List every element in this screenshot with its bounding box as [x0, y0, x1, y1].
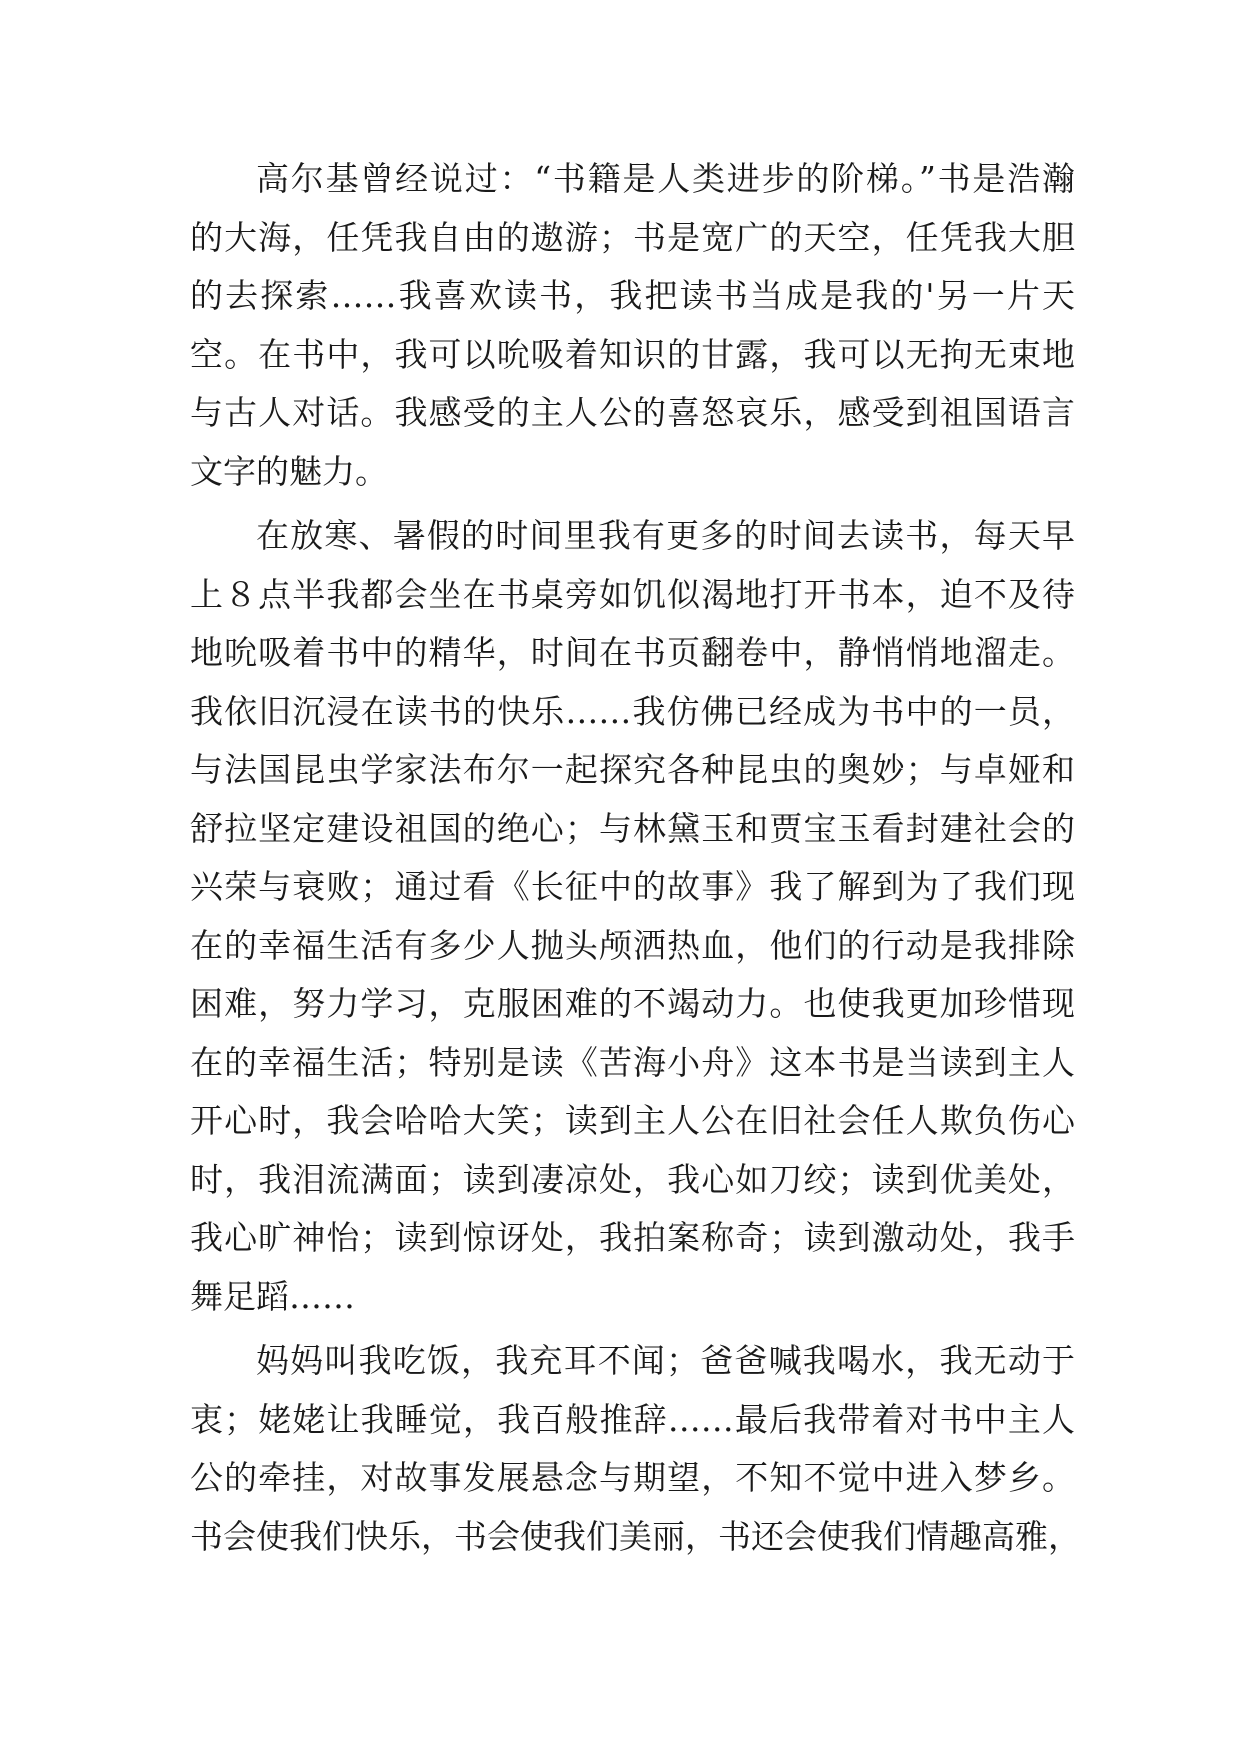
paragraph-2 — [190, 507, 1075, 1326]
paragraph-line: 困难，努力学习，克服困难的不竭动力。也使我更加珍惜现 — [190, 984, 1075, 1023]
paragraph-line: 舒拉坚定建设祖国的绝心；与林黛玉和贾宝玉看封建社会的 — [190, 808, 1075, 848]
paragraph-line: 衷；姥姥让我睡觉，我百般推辞……最后我带着对书中主人 — [190, 1399, 1075, 1439]
paragraph-line: 书会使我们快乐，书会使我们美丽，书还会使我们情趣高雅， — [190, 1516, 1081, 1556]
paragraph-line: 在的幸福生活有多少人抛头颅洒热血，他们的行动是我排除 — [190, 925, 1075, 965]
paragraph-line: 地吮吸着书中的精华，时间在书页翻卷中，静悄悄地溜走。 — [190, 633, 1075, 672]
paragraph-line: 在的幸福生活；特别是读《苦海小舟》这本书是当读到主人 — [190, 1042, 1075, 1082]
paragraph-line: 的大海，任凭我自由的遨游；书是宽广的天空，任凭我大胆 — [190, 217, 1075, 257]
paragraph-1 — [190, 150, 1075, 501]
paragraph-line: 在放寒、暑假的时间里我有更多的时间去读书，每天早 — [256, 516, 1075, 555]
paragraph-line: 上８点半我都会坐在书桌旁如饥似渴地打开书本，迫不及待 — [190, 574, 1075, 614]
paragraph-line: 开心时，我会哈哈大笑；读到主人公在旧社会任人欺负伤心 — [190, 1101, 1075, 1140]
paragraph-line: 空。在书中，我可以吮吸着知识的甘露，我可以无拘无束地 — [190, 334, 1075, 374]
paragraph-line: 的去探索……我喜欢读书，我把读书当成是我的'另一片天 — [190, 276, 1075, 315]
paragraph-line: 与古人对话。我感受的主人公的喜怒哀乐，感受到祖国语言 — [190, 393, 1075, 432]
paragraph-line: 时，我泪流满面；读到凄凉处，我心如刀绞；读到优美处， — [190, 1159, 1075, 1199]
body-text — [190, 150, 1081, 1566]
paragraph-line: 我依旧沉浸在读书的快乐……我仿佛已经成为书中的一员， — [190, 691, 1075, 731]
paragraph-line: 与法国昆虫学家法布尔一起探究各种昆虫的奥妙；与卓娅和 — [190, 750, 1075, 789]
paragraph-line: 公的牵挂，对故事发展悬念与期望，不知不觉中进入梦乡。 — [190, 1458, 1075, 1497]
paragraph-line: 文字的魅力。 — [190, 451, 388, 491]
paragraph-line: 妈妈叫我吃饭，我充耳不闻；爸爸喊我喝水，我无动于 — [256, 1341, 1075, 1380]
paragraph-3 — [190, 1332, 1081, 1566]
paragraph-line: 舞足蹈…… — [190, 1276, 355, 1316]
paragraph-line: 高尔基曾经说过：“书籍是人类进步的阶梯。”书是浩瀚 — [256, 159, 1075, 198]
paragraph-line: 兴荣与衰败；通过看《长征中的故事》我了解到为了我们现 — [190, 867, 1075, 906]
paragraph-line: 我心旷神怡；读到惊讶处，我拍案称奇；读到激动处，我手 — [190, 1218, 1075, 1257]
